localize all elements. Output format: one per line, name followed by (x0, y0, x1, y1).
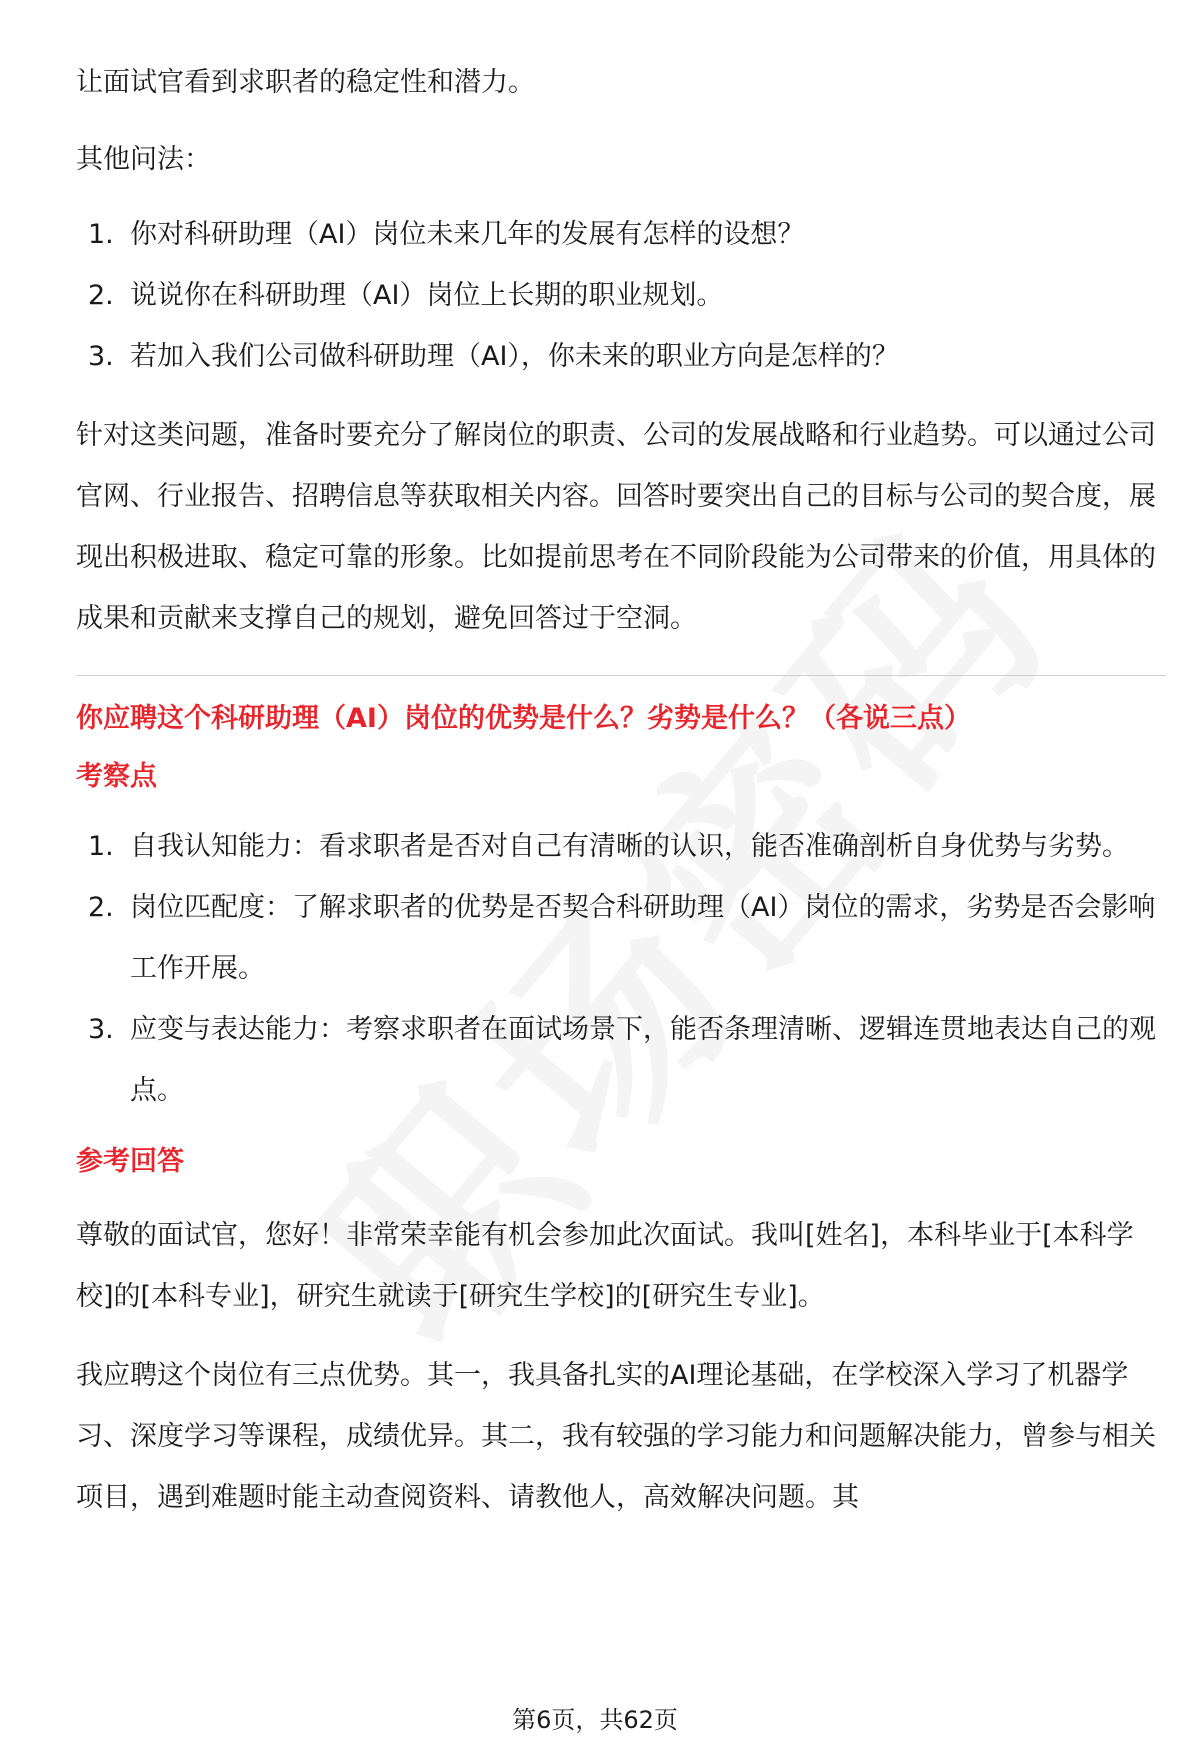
list-item (76, 326, 1166, 387)
list-item (76, 999, 1166, 1121)
page-footer: 第6页，共62页 (512, 1706, 678, 1734)
points-label: 考察点 (76, 761, 157, 792)
list-item (76, 816, 1166, 877)
list-number: 2. (88, 280, 114, 311)
list-item (76, 204, 1166, 265)
list-item (76, 877, 1166, 999)
answer-paragraph-1: 尊敬的面试官，您好！非常荣幸能有机会参加此次面试。我叫[姓名]，本科毕业于[本科学校]的[本科专业]，研究生就读于[研究生学校]的[研究生专业]。 (76, 1220, 1134, 1312)
list-text: 你对科研助理（AI）岗位未来几年的发展有怎样的设想？ (130, 219, 805, 250)
assessment-points-list (76, 816, 1166, 1121)
document-page (76, 52, 1166, 1528)
list-text: 若加入我们公司做科研助理（AI），你未来的职业方向是怎样的？ (130, 341, 899, 372)
advice-paragraph: 针对这类问题，准备时要充分了解岗位的职责、公司的发展战略和行业趋势。可以通过公司官网、行业报告、招聘信息等获取相关内容。回答时要突出自己的目标与公司的契合度，展现出积极进取、稳定可靠的形象。比如提前思考在不同阶段能为公司带来的价值，用具体的成果和贡献来支撑自己的规划，避免回答过于空洞。 (76, 420, 1156, 634)
intro-line: 让面试官看到求职者的稳定性和潜力。 (76, 67, 535, 98)
list-number: 2. (88, 892, 114, 923)
list-text: 自我认知能力：看求职者是否对自己有清晰的认识，能否准确剖析自身优势与劣势。 (130, 831, 1129, 862)
list-number: 1. (88, 219, 114, 250)
answer-paragraph-2: 我应聘这个岗位有三点优势。其一，我具备扎实的AI理论基础，在学校深入学习了机器学习、深度学习等课程，成绩优异。其二，我有较强的学习能力和问题解决能力，曾参与相关项目，遇到难题时能主动查阅资料、请教他人，高效解决问题。其 (76, 1360, 1156, 1513)
list-text: 岗位匹配度：了解求职者的优势是否契合科研助理（AI）岗位的需求，劣势是否会影响工作开展。 (130, 892, 1156, 984)
reference-answer-label: 参考回答 (76, 1146, 184, 1177)
other-questions-list (76, 204, 1166, 387)
other-questions-label: 其他问法： (76, 144, 211, 175)
list-number: 3. (88, 341, 114, 372)
section-divider (76, 675, 1166, 676)
list-text: 应变与表达能力：考察求职者在面试场景下，能否条理清晰、逻辑连贯地表达自己的观点。 (130, 1014, 1156, 1106)
list-item (76, 265, 1166, 326)
list-text: 说说你在科研助理（AI）岗位上长期的职业规划。 (130, 280, 724, 311)
question-title: 你应聘这个科研助理（AI）岗位的优势是什么？劣势是什么？（各说三点） (76, 703, 971, 734)
list-number: 1. (88, 831, 114, 862)
list-number: 3. (88, 1014, 114, 1045)
